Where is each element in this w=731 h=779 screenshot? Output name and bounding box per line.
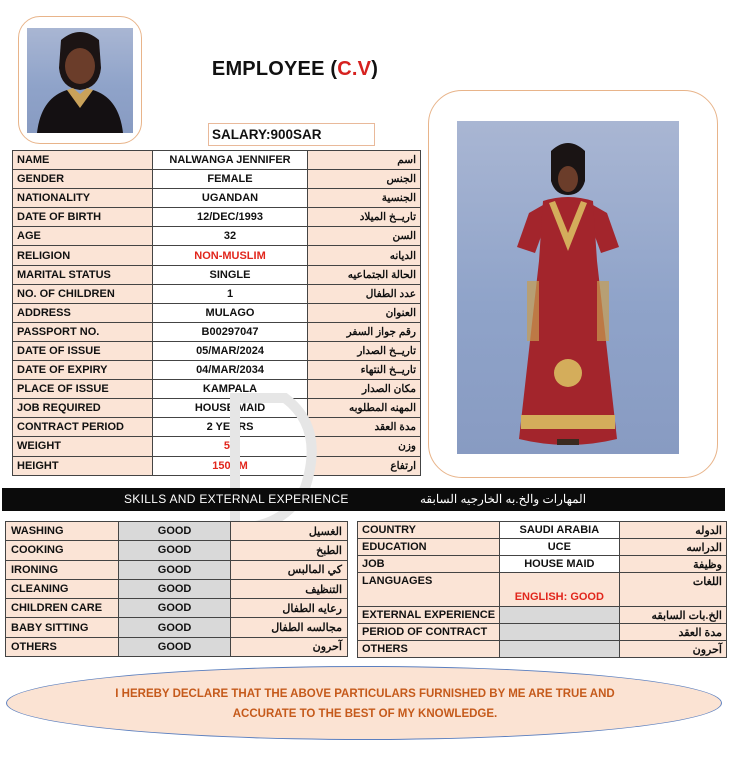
info-value: 150CM bbox=[153, 456, 308, 475]
education-label: EDUCATION bbox=[358, 539, 500, 556]
table-row bbox=[13, 399, 421, 418]
info-label: NATIONALITY bbox=[13, 189, 153, 208]
external-experience-label: EXTERNAL EXPERIENCE bbox=[358, 607, 500, 624]
table-row bbox=[13, 170, 421, 189]
table-row bbox=[6, 618, 348, 637]
job-value: HOUSE MAID bbox=[500, 556, 620, 573]
info-label-ar: المهنه المطلوبه bbox=[308, 399, 421, 418]
skill-label: CHILDREN CARE bbox=[6, 599, 119, 618]
info-label: PLACE OF ISSUE bbox=[13, 380, 153, 399]
skills-header-en: SKILLS AND EXTERNAL EXPERIENCE bbox=[124, 492, 349, 506]
skill-level: GOOD bbox=[118, 637, 230, 656]
languages-label-ar: اللغات bbox=[619, 573, 726, 607]
skill-label-ar: كي المالبس bbox=[231, 560, 348, 579]
table-row bbox=[13, 437, 421, 456]
skill-label-ar: آحرون bbox=[231, 637, 348, 656]
skills-section-header bbox=[2, 488, 725, 511]
skill-level: GOOD bbox=[118, 599, 230, 618]
country-value: SAUDI ARABIA bbox=[500, 522, 620, 539]
info-value: FEMALE bbox=[153, 170, 308, 189]
full-body-figure bbox=[457, 121, 679, 454]
info-label-ar: رقم جواز السفر bbox=[308, 322, 421, 341]
info-value: 2 YEARS bbox=[153, 418, 308, 437]
info-label-ar: مدة العقد bbox=[308, 418, 421, 437]
info-value: 57 bbox=[153, 437, 308, 456]
table-row bbox=[13, 189, 421, 208]
skill-label-ar: رعايه الطفال bbox=[231, 599, 348, 618]
skill-label: OTHERS bbox=[6, 637, 119, 656]
info-label: RELIGION bbox=[13, 246, 153, 265]
info-label-ar: عدد الطفال bbox=[308, 284, 421, 303]
info-value: KAMPALA bbox=[153, 380, 308, 399]
info-value: B00297047 bbox=[153, 322, 308, 341]
info-label-ar: تاريــخ الميلاد bbox=[308, 208, 421, 227]
others-label-ar: آحرون bbox=[619, 641, 726, 658]
country-label: COUNTRY bbox=[358, 522, 500, 539]
info-label-ar: مكان الصدار bbox=[308, 380, 421, 399]
skill-label: WASHING bbox=[6, 522, 119, 541]
table-row bbox=[6, 541, 348, 560]
education-value: UCE bbox=[500, 539, 620, 556]
info-label: ADDRESS bbox=[13, 303, 153, 322]
info-label: NO. OF CHILDREN bbox=[13, 284, 153, 303]
info-label: NAME bbox=[13, 151, 153, 170]
skill-label-ar: الغسيل bbox=[231, 522, 348, 541]
external-experience-label-ar: الخ.بات السابقه bbox=[619, 607, 726, 624]
table-row bbox=[358, 556, 727, 573]
languages-label: LANGUAGES bbox=[358, 573, 500, 607]
skill-label: CLEANING bbox=[6, 579, 119, 598]
info-label: AGE bbox=[13, 227, 153, 246]
table-row bbox=[6, 579, 348, 598]
personal-info-table bbox=[12, 150, 421, 476]
experience-table bbox=[357, 521, 727, 658]
skill-label: BABY SITTING bbox=[6, 618, 119, 637]
education-label-ar: الدراسه bbox=[619, 539, 726, 556]
skill-label-ar: التنظيف bbox=[231, 579, 348, 598]
info-label-ar: الديانه bbox=[308, 246, 421, 265]
info-label-ar: السن bbox=[308, 227, 421, 246]
info-value: 32 bbox=[153, 227, 308, 246]
country-label-ar: الدوله bbox=[619, 522, 726, 539]
info-value: SINGLE bbox=[153, 265, 308, 284]
skill-label-ar: مجالسه الطفال bbox=[231, 618, 348, 637]
table-row bbox=[6, 560, 348, 579]
info-label: CONTRACT PERIOD bbox=[13, 418, 153, 437]
info-label: PASSPORT NO. bbox=[13, 322, 153, 341]
skill-level: GOOD bbox=[118, 579, 230, 598]
info-value: 04/MAR/2034 bbox=[153, 361, 308, 380]
full-body-photo bbox=[457, 121, 679, 454]
passport-photo-figure bbox=[27, 28, 133, 133]
info-value: 12/DEC/1993 bbox=[153, 208, 308, 227]
skill-level: GOOD bbox=[118, 618, 230, 637]
job-label: JOB bbox=[358, 556, 500, 573]
table-row bbox=[6, 637, 348, 656]
info-label-ar: ارتفاع bbox=[308, 456, 421, 475]
job-label-ar: وظيفة bbox=[619, 556, 726, 573]
skills-table bbox=[5, 521, 348, 657]
others-label: OTHERS bbox=[358, 641, 500, 658]
info-label-ar: تاريــخ الصدار bbox=[308, 341, 421, 360]
info-label-ar: الجنس bbox=[308, 170, 421, 189]
info-value: MULAGO bbox=[153, 303, 308, 322]
skill-level: GOOD bbox=[118, 522, 230, 541]
table-row bbox=[358, 573, 727, 607]
table-row bbox=[13, 303, 421, 322]
table-row bbox=[13, 151, 421, 170]
period-of-contract-value bbox=[500, 624, 620, 641]
info-label: DATE OF ISSUE bbox=[13, 341, 153, 360]
info-value: NON-MUSLIM bbox=[153, 246, 308, 265]
info-label-ar: العنوان bbox=[308, 303, 421, 322]
info-value: HOUSE MAID bbox=[153, 399, 308, 418]
table-row bbox=[13, 246, 421, 265]
info-value: NALWANGA JENNIFER bbox=[153, 151, 308, 170]
declaration-line-1: I HEREBY DECLARE THAT THE ABOVE PARTICULARS FURNISHED BY ME ARE TRUE AND bbox=[115, 688, 615, 700]
skill-label-ar: الطبخ bbox=[231, 541, 348, 560]
languages-value: ENGLISH: GOOD bbox=[500, 573, 620, 607]
skills-header-ar: المهارات والخ.به الخارجيه السابقه bbox=[420, 492, 587, 506]
table-row bbox=[13, 265, 421, 284]
declaration-line-2: ACCURATE TO THE BEST OF MY KNOWLEDGE. bbox=[232, 708, 498, 720]
table-row bbox=[6, 522, 348, 541]
table-row bbox=[13, 341, 421, 360]
skill-level: GOOD bbox=[118, 541, 230, 560]
info-label: MARITAL STATUS bbox=[13, 265, 153, 284]
info-label: HEIGHT bbox=[13, 456, 153, 475]
info-label-ar: الحالة الجتماعيه bbox=[308, 265, 421, 284]
info-label-ar: تاريــخ النتهاء bbox=[308, 361, 421, 380]
table-row bbox=[6, 599, 348, 618]
info-label-ar: وزن bbox=[308, 437, 421, 456]
table-row bbox=[13, 284, 421, 303]
info-label: DATE OF EXPIRY bbox=[13, 361, 153, 380]
period-of-contract-label-ar: مدة العقد bbox=[619, 624, 726, 641]
table-row bbox=[13, 208, 421, 227]
page-title: EMPLOYEE (C.V) bbox=[211, 58, 379, 80]
info-label: DATE OF BIRTH bbox=[13, 208, 153, 227]
info-label: WEIGHT bbox=[13, 437, 153, 456]
table-row bbox=[358, 624, 727, 641]
skill-label: COOKING bbox=[6, 541, 119, 560]
table-row bbox=[358, 607, 727, 624]
period-of-contract-label: PERIOD OF CONTRACT bbox=[358, 624, 500, 641]
info-label-ar: الجنسية bbox=[308, 189, 421, 208]
info-label: GENDER bbox=[13, 170, 153, 189]
passport-photo bbox=[27, 28, 133, 133]
table-row bbox=[13, 361, 421, 380]
table-row bbox=[13, 227, 421, 246]
others-value bbox=[500, 641, 620, 658]
table-row bbox=[13, 322, 421, 341]
info-label-ar: اسم bbox=[308, 151, 421, 170]
table-row bbox=[13, 418, 421, 437]
skill-level: GOOD bbox=[118, 560, 230, 579]
skill-label: IRONING bbox=[6, 560, 119, 579]
table-row bbox=[13, 380, 421, 399]
info-value: UGANDAN bbox=[153, 189, 308, 208]
declaration-text bbox=[60, 684, 670, 724]
table-row bbox=[358, 539, 727, 556]
table-row bbox=[358, 522, 727, 539]
info-value: 1 bbox=[153, 284, 308, 303]
info-value: 05/MAR/2024 bbox=[153, 341, 308, 360]
salary-box: SALARY:900SAR bbox=[208, 123, 375, 146]
info-label: JOB REQUIRED bbox=[13, 399, 153, 418]
external-experience-value bbox=[500, 607, 620, 624]
table-row bbox=[13, 456, 421, 475]
table-row bbox=[358, 641, 727, 658]
